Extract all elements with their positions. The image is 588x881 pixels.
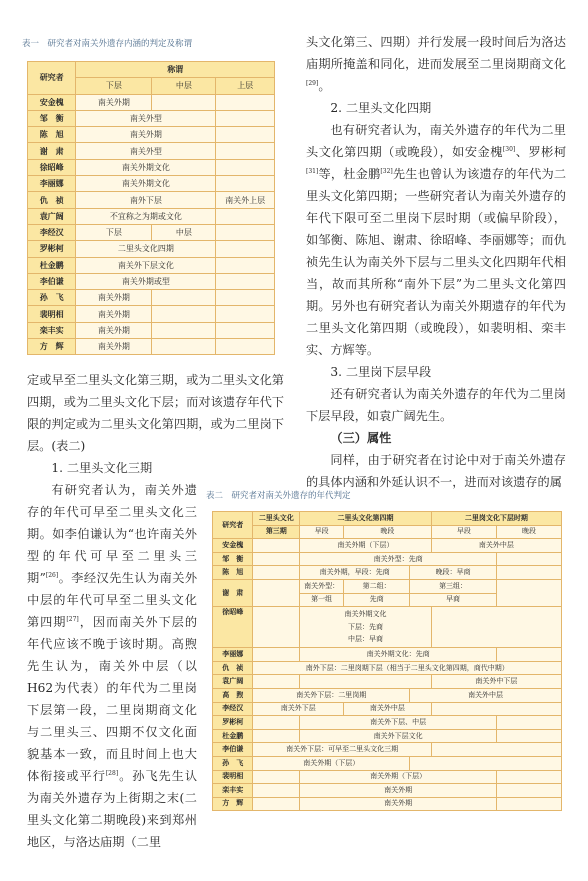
table2-subheader: 晚段 xyxy=(496,525,561,539)
table2-group-header: 二里头文化 xyxy=(253,512,300,526)
table-cell: 第一组 xyxy=(300,593,344,607)
table-cell: 南关外中层 xyxy=(431,539,561,553)
researcher-name: 裴明相 xyxy=(213,770,253,784)
table-cell: 南关外上层 xyxy=(216,192,275,208)
researcher-name: 李丽娜 xyxy=(213,648,253,662)
table-cell: 南关外期文化 xyxy=(76,159,216,175)
table-row xyxy=(28,224,275,240)
researcher-name: 徐昭峰 xyxy=(213,607,253,648)
table-cell: 下层 xyxy=(76,224,152,240)
table-cell: 南关外期 xyxy=(76,127,216,143)
table-cell: 南关外下层 xyxy=(253,702,344,716)
table-row xyxy=(213,770,562,784)
researcher-name: 邹 衡 xyxy=(213,552,253,566)
table-cell: 南关外期（下层） xyxy=(300,770,497,784)
table2-subheader: 第三期 xyxy=(253,525,300,539)
paragraph: 定或早至二里头文化第三期，或为二里头文化第四期，或为二里头文化下层；而对该遗存年代下限的判定或为二里头文化第四期，或为二里岗下层。(表二) xyxy=(27,373,284,453)
researcher-name: 安金槐 xyxy=(28,94,76,110)
table-cell: 不宜称之为期或文化 xyxy=(76,208,216,224)
table-row xyxy=(213,552,562,566)
researcher-name: 李伯谦 xyxy=(28,273,76,289)
left-text-block-2 xyxy=(27,479,197,853)
table-row xyxy=(28,306,275,322)
researcher-name: 陈 旭 xyxy=(28,127,76,143)
table-row xyxy=(28,273,275,289)
table-cell: 南关外期 xyxy=(76,322,152,338)
table-row xyxy=(28,339,275,355)
citation: [27] xyxy=(66,615,79,623)
table-cell: 南关外下层：可早至二里头文化三期 xyxy=(253,743,431,757)
right-text-block xyxy=(306,31,566,493)
table2-subheader: 早段 xyxy=(300,525,344,539)
citation: [32] xyxy=(380,167,393,175)
table-row xyxy=(213,784,562,798)
table-row xyxy=(28,110,275,126)
table-cell: 南关外期文化：先商 xyxy=(300,648,497,662)
table-cell: 南关外中层 xyxy=(344,702,432,716)
table-cell: 南关外型 xyxy=(76,143,216,159)
table-cell: 南关外型 xyxy=(76,110,216,126)
table2-subheader: 早段 xyxy=(431,525,496,539)
researcher-name: 栾丰实 xyxy=(213,784,253,798)
paragraph: 头文化第三、四期）并行发展一段时间后为洛达庙期所掩盖和同化，进而发展至二里岗期商文化[29]。 xyxy=(306,35,566,93)
table-cell: 南关外期，早段：先商 xyxy=(300,566,410,580)
table-row xyxy=(213,797,562,811)
left-text-block-1 xyxy=(27,369,284,479)
researcher-name: 邹 衡 xyxy=(28,110,76,126)
table-row xyxy=(213,756,562,770)
table-cell: 南关外下层：二里岗期 xyxy=(253,688,410,702)
table-cell: 早商 xyxy=(410,593,497,607)
table1 xyxy=(27,61,275,355)
table-cell: 二里头文化四期 xyxy=(76,241,216,257)
researcher-name: 杜金鹏 xyxy=(213,729,253,743)
researcher-name: 李丽娜 xyxy=(28,176,76,192)
table-cell: 南关外期（下层） xyxy=(253,756,410,770)
table-cell: 南关外期 xyxy=(76,339,152,355)
section-heading: 2. 二里头文化四期 xyxy=(330,101,432,115)
table-cell: 南关外中层 xyxy=(410,688,562,702)
researcher-name: 安金槐 xyxy=(213,539,253,553)
table2-header-researcher: 研究者 xyxy=(213,512,253,539)
section-heading: 1. 二里头文化三期 xyxy=(51,461,153,475)
table-row xyxy=(28,208,275,224)
table-cell: 南关外下层文化 xyxy=(76,257,216,273)
table1-header-naming: 称谓 xyxy=(76,62,275,78)
researcher-name: 谢 肃 xyxy=(213,579,253,606)
paragraph: 还有研究者认为南关外遗存的年代为二里岗下层早段，如袁广阔先生。 xyxy=(306,387,566,423)
researcher-name: 袁广阔 xyxy=(28,208,76,224)
table-cell: 南关外期文化 xyxy=(76,176,216,192)
citation: [30] xyxy=(502,145,516,153)
researcher-name: 仇 祯 xyxy=(28,192,76,208)
table1-caption: 表一 研究者对南关外遗存内涵的判定及称谓 xyxy=(22,39,193,49)
table-cell: 南关外期 xyxy=(76,290,152,306)
table-cell: 南关外中下层 xyxy=(431,675,561,689)
citation: [28] xyxy=(105,769,119,777)
table-row xyxy=(213,675,562,689)
table-row xyxy=(28,192,275,208)
researcher-name: 罗彬柯 xyxy=(213,716,253,730)
table-row xyxy=(213,702,562,716)
table-cell: 南关外期或型 xyxy=(76,273,216,289)
citation: [26] xyxy=(45,571,59,579)
table-cell: 南关外期 xyxy=(76,94,152,110)
table-row xyxy=(213,539,562,553)
table-row xyxy=(28,257,275,273)
table-cell: 中层 xyxy=(152,224,216,240)
researcher-name: 高 煦 xyxy=(213,688,253,702)
citation: [29] xyxy=(306,79,319,87)
researcher-name: 杜金鹏 xyxy=(28,257,76,273)
table-row xyxy=(213,579,562,593)
table1-header-researcher: 研究者 xyxy=(28,62,76,95)
paragraph: 也有研究者认为，南关外遗存的年代为二里头文化第四期（或晚段），如安金槐[30]、罗彬柯[31]等，杜金鹏[32]先生也曾认为该遗存的年代为二里头文化第四期；一些研究者认为南关外遗存的年代下限可至二里岗下层时期（或偏早阶段），如邹衡、陈旭、谢肃、徐昭峰、李丽娜等；而仇祯先生认为南关外下层与二里头文化四期年代相当，故而其所称“南外下层”为二里头文化第四期。另外也有研究者认为南关外期遗存的年代为二里头文化第四期（或晚段），如裴明相、栾丰实、方辉等。 xyxy=(306,123,567,357)
table-row xyxy=(213,729,562,743)
table-row xyxy=(213,688,562,702)
table-row xyxy=(28,94,275,110)
researcher-name: 谢 肃 xyxy=(28,143,76,159)
table2-subheader: 晚段 xyxy=(344,525,432,539)
table-row xyxy=(28,241,275,257)
researcher-name: 李经汉 xyxy=(28,224,76,240)
table-row xyxy=(28,176,275,192)
table-row xyxy=(28,159,275,175)
table-row xyxy=(213,607,562,648)
citation: [31] xyxy=(306,167,319,175)
table-cell: 南外下层 xyxy=(76,192,216,208)
table-cell: 南关外期（下层） xyxy=(300,539,432,553)
table-cell: 南关外型：先商 xyxy=(300,552,497,566)
researcher-name: 孙 飞 xyxy=(28,290,76,306)
table-cell: 第三组： xyxy=(410,579,497,593)
researcher-name: 李伯谦 xyxy=(213,743,253,757)
table-cell: 南关外期 xyxy=(300,797,497,811)
table-cell: 南关外下层、中层 xyxy=(300,716,497,730)
table-row xyxy=(28,127,275,143)
table-row xyxy=(213,566,562,580)
researcher-name: 李经汉 xyxy=(213,702,253,716)
table-cell: 南关外期 xyxy=(300,784,497,798)
paragraph: 有研究者认为，南关外遗存的年代可早至二里头文化三期。如李伯谦认为“也许南关外型的年代可早至二里头三期”[26]。李经汉先生认为南关外中层的年代可早至二里头文化第四期[27]，因而南关外下层的年代应该不晚于该时期。高煦先生认为，南关外中层（以H62为代表）的年代为二里岗下层第一段，二里岗期商文化与二里头三、四期不仅文化面貌基本一致，而且时间上也大体衔接或平行[28]。孙飞先生认为南关外遗存为上街期之末(二里头文化第二期晚段)来到郑州地区，与洛达庙期（二里 xyxy=(27,483,198,849)
table-cell: 南关外下层文化 xyxy=(300,729,497,743)
researcher-name: 陈 旭 xyxy=(213,566,253,580)
table-cell: 南关外型： xyxy=(300,579,344,593)
table-cell: 第二组： xyxy=(344,579,410,593)
table1-subheader: 上层 xyxy=(216,78,275,94)
table2-caption: 表二 研究者对南关外遗存的年代判定 xyxy=(206,491,351,501)
table-row xyxy=(28,322,275,338)
researcher-name: 孙 飞 xyxy=(213,756,253,770)
researcher-name: 罗彬柯 xyxy=(28,241,76,257)
table2-group-header: 二里岗文化下层时期 xyxy=(431,512,561,526)
researcher-name: 徐昭峰 xyxy=(28,159,76,175)
table-cell: 南关外期 xyxy=(76,306,152,322)
table-cell: 南关外期文化 下层：先商 中层：早商 xyxy=(300,607,432,648)
researcher-name: 袁广阔 xyxy=(213,675,253,689)
section-heading: 3. 二里岗下层早段 xyxy=(330,365,432,379)
researcher-name: 仇 祯 xyxy=(213,661,253,675)
researcher-name: 方 辉 xyxy=(28,339,76,355)
table-row xyxy=(28,290,275,306)
table1-subheader: 下层 xyxy=(76,78,152,94)
table-cell: 晚段：早商 xyxy=(410,566,497,580)
table1-subheader: 中层 xyxy=(152,78,216,94)
researcher-name: 方 辉 xyxy=(213,797,253,811)
table-cell: 南外下层：二里岗期下层（相当于二里头文化第四期，商代中期） xyxy=(253,661,562,675)
table-cell: 先商 xyxy=(344,593,410,607)
table-row xyxy=(28,143,275,159)
table2 xyxy=(212,511,562,811)
researcher-name: 栾丰实 xyxy=(28,322,76,338)
researcher-name: 裴明相 xyxy=(28,306,76,322)
table-row xyxy=(213,661,562,675)
section-heading: （三）属性 xyxy=(330,431,392,445)
table-row xyxy=(213,716,562,730)
paragraph: 同样，由于研究者在讨论中对于南关外遗存的具体内涵和外延认识不一，进而对该遗存的属 xyxy=(306,453,566,489)
table2-group-header: 二里头文化第四期 xyxy=(300,512,432,526)
table-row xyxy=(213,743,562,757)
table-row xyxy=(213,648,562,662)
